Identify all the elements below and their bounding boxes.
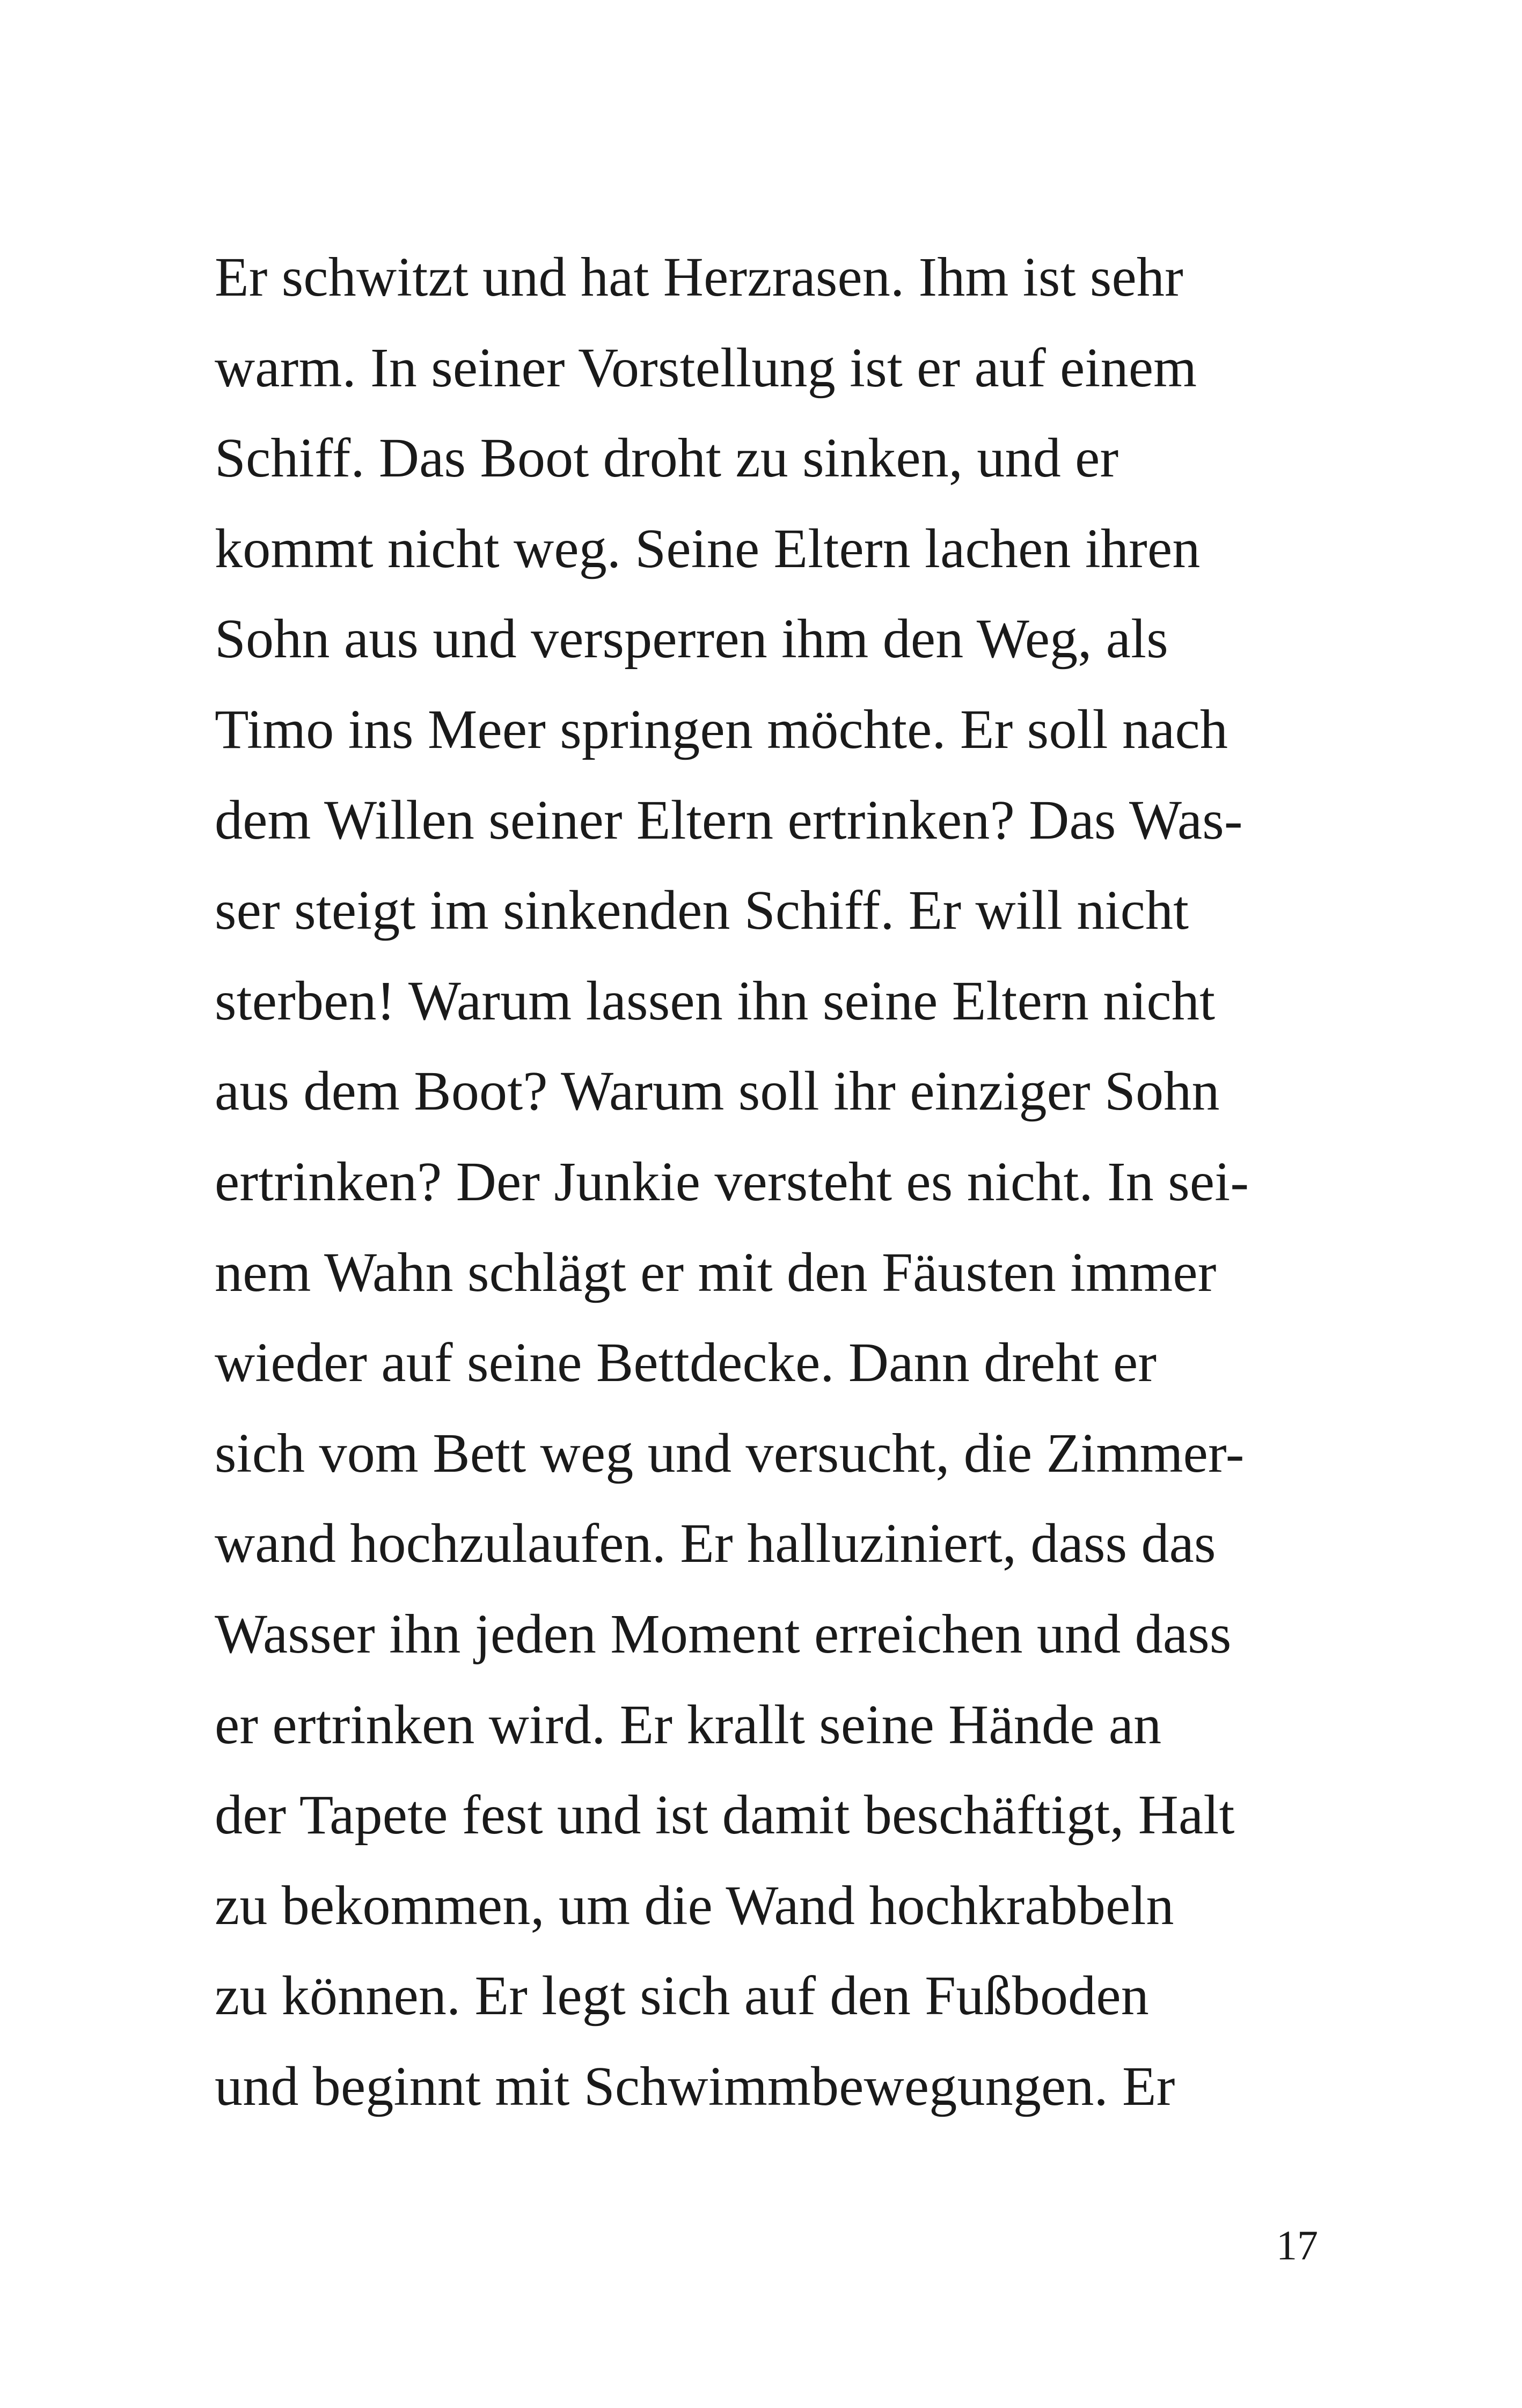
text-line: dem Willen seiner Eltern ertrinken? Das Was- (215, 789, 1243, 851)
text-line: ser steigt im sinkenden Schiff. Er will nicht (215, 879, 1189, 942)
text-line: wand hochzulaufen. Er halluziniert, dass das (215, 1513, 1216, 1575)
text-line: ertrinken? Der Junkie versteht es nicht. In sei- (215, 1150, 1249, 1213)
text-line: er ertrinken wird. Er krallt seine Hände an (215, 1693, 1162, 1756)
page-number: 17 (1276, 2222, 1318, 2268)
text-line: zu können. Er legt sich auf den Fußboden (215, 1965, 1149, 2027)
text-line: Timo ins Meer springen möchte. Er soll nach (215, 698, 1228, 760)
text-line: warm. In seiner Vorstellung ist er auf einem (215, 336, 1197, 399)
text-line: und beginnt mit Schwimmbewegungen. Er (215, 2055, 1175, 2117)
text-line: aus dem Boot? Warum soll ihr einziger Sohn (215, 1060, 1220, 1122)
text-line: Sohn aus und versperren ihm den Weg, als (215, 608, 1168, 670)
text-line: wieder auf seine Bettdecke. Dann dreht er (215, 1332, 1157, 1394)
body-text (215, 232, 1315, 2132)
text-line: Schiff. Das Boot droht zu sinken, und er (215, 427, 1119, 489)
text-line: kommt nicht weg. Seine Eltern lachen ihren (215, 517, 1201, 579)
text-line: sterben! Warum lassen ihn seine Eltern nicht (215, 970, 1216, 1032)
text-line: zu bekommen, um die Wand hochkrabbeln (215, 1874, 1174, 1936)
text-line: Er schwitzt und hat Herzrasen. Ihm ist sehr (215, 246, 1183, 308)
text-line: nem Wahn schlägt er mit den Fäusten immer (215, 1241, 1217, 1303)
text-line: sich vom Bett weg und versucht, die Zimmer- (215, 1422, 1245, 1484)
text-line: Wasser ihn jeden Moment erreichen und dass (215, 1603, 1232, 1665)
text-line: der Tapete fest und ist damit beschäftigt, Halt (215, 1784, 1235, 1846)
